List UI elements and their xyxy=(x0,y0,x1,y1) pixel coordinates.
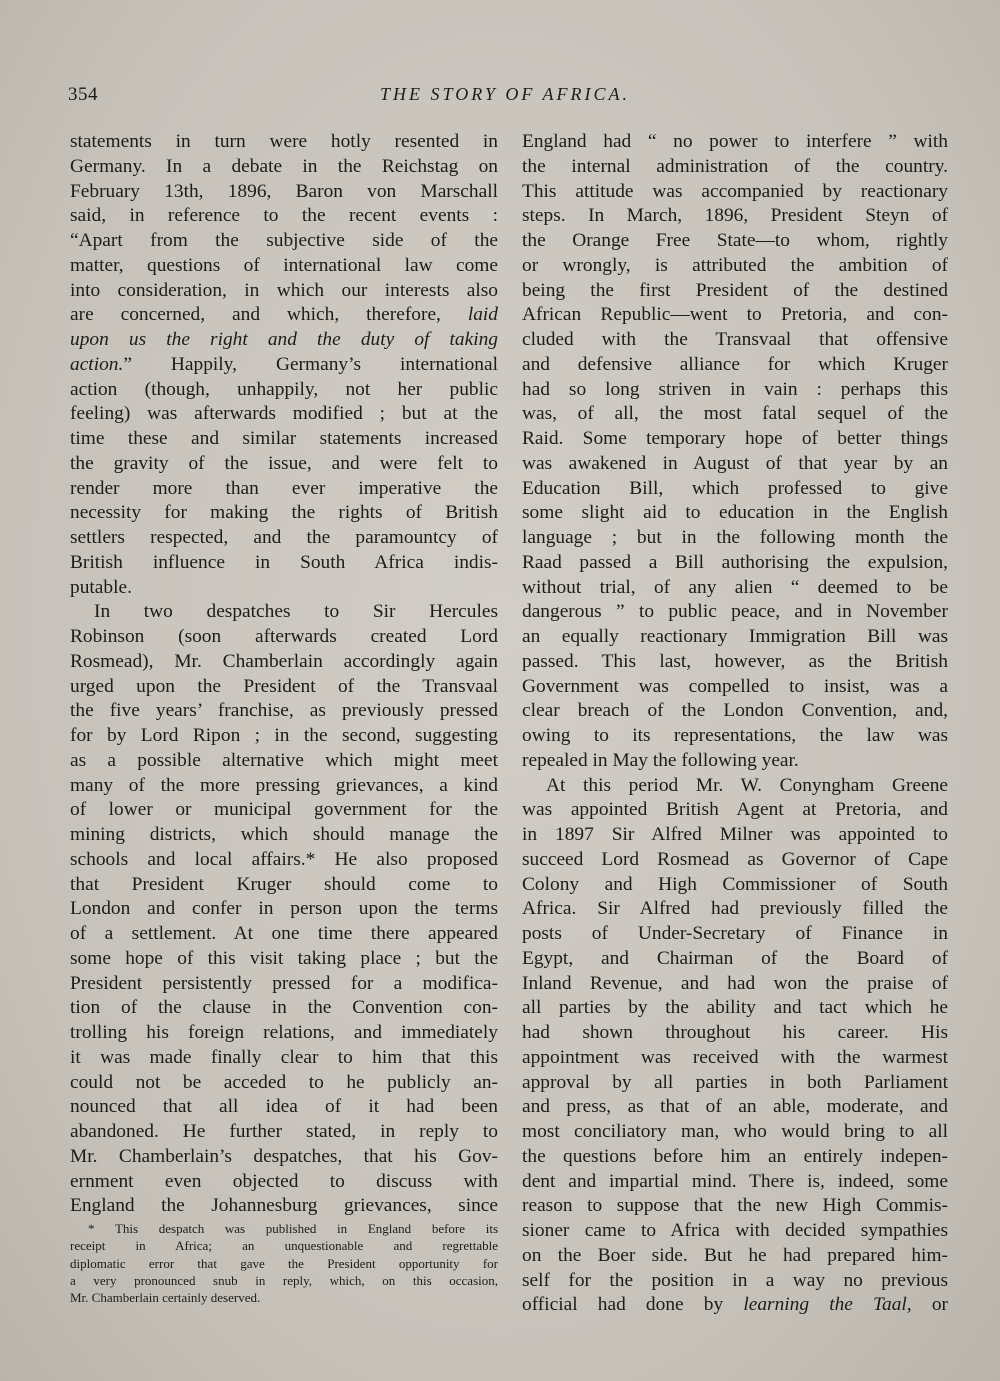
text-line xyxy=(70,254,498,279)
line-text: that President Kruger should come to xyxy=(70,873,498,895)
text-line xyxy=(70,947,498,972)
text-line xyxy=(522,501,948,526)
text-line xyxy=(522,1170,948,1195)
line-text: matter, questions of international law come xyxy=(70,254,498,276)
right-text-column xyxy=(522,130,948,1318)
line-text: Germany. In a debate in the Reichstag on xyxy=(70,155,498,177)
text-line xyxy=(70,180,498,205)
text-line xyxy=(522,600,948,625)
text-line xyxy=(70,1071,498,1096)
line-text: sioner came to Africa with decided sympathies xyxy=(522,1220,948,1241)
text-line xyxy=(70,1194,498,1219)
text-line xyxy=(522,798,948,823)
footnote-line xyxy=(70,1220,498,1237)
text-line xyxy=(70,279,498,304)
text-line xyxy=(522,1120,948,1145)
italic-text: laid xyxy=(467,304,498,326)
line-text: and defensive alliance for which Kruger xyxy=(522,353,948,375)
line-text: the five years’ franchise, as previously pressed xyxy=(70,700,498,722)
text-line xyxy=(522,551,948,576)
line-text: necessity for making the rights of British xyxy=(70,502,498,524)
line-text: mining districts, which should manage the xyxy=(70,824,498,845)
text-line xyxy=(70,378,498,403)
line-text: schools and local affairs.* He also proposed xyxy=(70,848,498,870)
line-text: was awakened in August of that year by an xyxy=(522,452,948,474)
line-text: Colony and High Commissioner of South xyxy=(522,873,948,895)
page-number: 354 xyxy=(68,84,98,105)
line-text: said, in reference to the recent events : xyxy=(70,205,498,227)
text-line xyxy=(522,1021,948,1046)
line-text: In two despatches to Sir Hercules xyxy=(94,601,498,623)
line-text: At this period Mr. W. Conyngham Greene xyxy=(546,774,948,796)
line-text: This attitude was accompanied by reactionary xyxy=(522,180,948,202)
line-text: Rosmead), Mr. Chamberlain accordingly again xyxy=(70,650,498,672)
text-line xyxy=(70,600,498,625)
text-line xyxy=(70,996,498,1021)
line-text: reason to suppose that the new High Commis- xyxy=(522,1195,948,1217)
line-text: President persistently pressed for a modifica- xyxy=(70,972,498,994)
line-text: action (though, unhappily, not her public xyxy=(70,378,498,400)
text-line xyxy=(70,798,498,823)
line-text: succeed Lord Rosmead as Governor of Cape xyxy=(522,848,948,870)
line-text: into consideration, in which our interests also xyxy=(70,279,498,301)
text-line xyxy=(522,378,948,403)
line-text: Mr. Chamberlain’s despatches, that his Gov- xyxy=(70,1145,498,1167)
line-text: are concerned, and which, therefore, xyxy=(70,304,441,326)
line-text: as a possible alternative which might meet xyxy=(70,749,498,771)
text-line xyxy=(522,180,948,205)
footnote xyxy=(70,1220,498,1306)
text-line xyxy=(522,650,948,675)
text-line xyxy=(522,204,948,229)
text-line xyxy=(522,823,948,848)
line-text: a very pronounced snub in reply, which, on this occasion, xyxy=(70,1272,498,1288)
text-line xyxy=(522,1071,948,1096)
text-line xyxy=(70,526,498,551)
line-text: Africa. Sir Alfred had previously filled the xyxy=(522,898,948,920)
text-line xyxy=(522,155,948,180)
text-line xyxy=(522,254,948,279)
line-text: dent and impartial mind. There is, indeed, some xyxy=(522,1170,948,1192)
text-line xyxy=(70,749,498,774)
text-line xyxy=(70,155,498,180)
line-text: self for the position in a way no previous xyxy=(522,1269,948,1291)
text-line xyxy=(522,625,948,650)
text-line xyxy=(70,1145,498,1170)
line-text: all parties by the ability and tact which he xyxy=(522,997,948,1019)
line-text: clear breach of the London Convention, and, xyxy=(522,700,948,722)
line-text: British influence in South Africa indis- xyxy=(70,551,498,573)
text-line xyxy=(70,452,498,477)
text-line xyxy=(70,576,498,601)
text-line xyxy=(522,774,948,799)
text-line xyxy=(522,1194,948,1219)
line-text: cluded with the Transvaal that offensive xyxy=(522,329,948,350)
text-line xyxy=(522,1269,948,1294)
line-text: ” Happily, Germany’s international xyxy=(123,353,498,375)
line-text: abandoned. He further stated, in reply to xyxy=(70,1121,498,1142)
text-line xyxy=(522,576,948,601)
line-text: or wrongly, is attributed the ambition of xyxy=(522,254,948,276)
line-text: Egypt, and Chairman of the Board of xyxy=(522,947,948,969)
footnote-line xyxy=(70,1237,498,1254)
text-line xyxy=(522,972,948,997)
line-text: official had done by xyxy=(522,1294,724,1316)
line-text: passed. This last, however, as the British xyxy=(522,650,948,672)
line-text: in 1897 Sir Alfred Milner was appointed to xyxy=(522,824,948,845)
line-text: was, of all, the most fatal sequel of the xyxy=(522,403,948,425)
text-line xyxy=(522,526,948,551)
left-text-column xyxy=(70,130,498,1219)
text-line xyxy=(70,699,498,724)
line-text: feeling) was afterwards modified ; but at the xyxy=(70,403,498,425)
line-text: Raad passed a Bill authorising the expulsion, xyxy=(522,551,948,573)
text-line xyxy=(70,402,498,427)
line-text: most conciliatory man, who would bring to all xyxy=(522,1121,948,1142)
line-text: some slight aid to education in the English xyxy=(522,502,948,524)
line-text: England the Johannesburg grievances, since xyxy=(70,1195,498,1217)
line-text: “Apart from the subjective side of the xyxy=(70,230,498,251)
text-line xyxy=(70,922,498,947)
line-text: and press, as that of an able, moderate, and xyxy=(522,1096,948,1118)
text-line xyxy=(522,675,948,700)
text-line xyxy=(70,625,498,650)
line-text: February 13th, 1896, Baron von Marschall xyxy=(70,180,498,202)
text-line xyxy=(522,922,948,947)
line-text: some hope of this visit taking place ; but the xyxy=(70,947,498,969)
line-text: Education Bill, which professed to give xyxy=(522,477,948,499)
text-line xyxy=(70,873,498,898)
line-text: nounced that all idea of it had been xyxy=(70,1096,498,1118)
line-text: Raid. Some temporary hope of better things xyxy=(522,428,948,449)
text-line xyxy=(522,427,948,452)
text-line xyxy=(522,724,948,749)
text-line xyxy=(70,1021,498,1046)
line-text: ernment even objected to discuss with xyxy=(70,1170,498,1192)
text-line xyxy=(70,650,498,675)
line-text: African Republic—went to Pretoria, and con- xyxy=(522,304,948,326)
text-line xyxy=(70,1046,498,1071)
text-line xyxy=(522,873,948,898)
text-line xyxy=(70,1120,498,1145)
text-line xyxy=(522,848,948,873)
text-line xyxy=(70,551,498,576)
text-line xyxy=(70,130,498,155)
line-text: repealed in May the following year. xyxy=(522,749,799,771)
line-text: steps. In March, 1896, President Steyn of xyxy=(522,205,948,227)
text-line xyxy=(70,477,498,502)
line-text: urged upon the President of the Transvaal xyxy=(70,675,498,697)
text-line xyxy=(522,402,948,427)
text-line xyxy=(522,1046,948,1071)
text-line xyxy=(70,229,498,254)
line-text: * This despatch was published in England before its xyxy=(88,1221,498,1236)
line-text: time these and similar statements increased xyxy=(70,428,498,449)
text-line xyxy=(522,477,948,502)
text-line xyxy=(70,774,498,799)
italic-text: upon us the right and the duty of taking xyxy=(70,329,498,350)
text-line xyxy=(522,749,948,774)
line-text: statements in turn were hotly resented in xyxy=(70,131,498,152)
line-text: was appointed British Agent at Pretoria, and xyxy=(522,799,948,821)
text-line xyxy=(70,328,498,353)
line-text: dangerous ” to public peace, and in November xyxy=(522,601,948,623)
line-text: without trial, of any alien “ deemed to be xyxy=(522,576,948,598)
line-text: Mr. Chamberlain certainly deserved. xyxy=(70,1290,261,1306)
text-line xyxy=(70,1095,498,1120)
line-text: owing to its representations, the law was xyxy=(522,725,948,746)
text-line xyxy=(522,353,948,378)
line-text: diplomatic error that gave the President opportunity for xyxy=(70,1255,498,1271)
line-text: trolling his foreign relations, and immediately xyxy=(70,1022,498,1043)
line-text: an equally reactionary Immigration Bill was xyxy=(522,626,948,647)
line-text: the internal administration of the country. xyxy=(522,155,948,177)
text-line xyxy=(522,279,948,304)
running-title: THE STORY OF AFRICA. xyxy=(380,84,631,104)
text-line xyxy=(522,1244,948,1269)
line-text: it was made finally clear to him that this xyxy=(70,1046,498,1068)
line-text: putable. xyxy=(70,576,132,598)
line-text: on the Boer side. But he had prepared him- xyxy=(522,1244,948,1266)
line-text: of lower or municipal government for the xyxy=(70,799,498,821)
text-line xyxy=(522,130,948,155)
text-line xyxy=(70,303,498,328)
line-text: had so long striven in vain : perhaps this xyxy=(522,378,948,400)
line-text: of a settlement. At one time there appeared xyxy=(70,923,498,944)
line-text: language ; but in the following month the xyxy=(522,527,948,548)
line-text: or xyxy=(931,1294,948,1316)
text-line xyxy=(522,699,948,724)
text-line xyxy=(70,353,498,378)
text-line xyxy=(70,427,498,452)
line-text: many of the more pressing grievances, a kind xyxy=(70,774,498,796)
text-line xyxy=(70,204,498,229)
page-header xyxy=(68,84,948,112)
text-line xyxy=(522,1145,948,1170)
text-line xyxy=(522,1219,948,1244)
line-text: appointment was received with the warmest xyxy=(522,1046,948,1068)
text-line xyxy=(70,724,498,749)
line-text: approval by all parties in both Parliament xyxy=(522,1071,948,1093)
line-text: the gravity of the issue, and were felt to xyxy=(70,452,498,474)
text-line xyxy=(522,897,948,922)
line-text: Inland Revenue, and had won the praise of xyxy=(522,972,948,994)
text-line xyxy=(70,675,498,700)
text-line xyxy=(70,1170,498,1195)
line-text: being the first President of the destined xyxy=(522,279,948,301)
line-text: settlers respected, and the paramountcy of xyxy=(70,527,498,548)
text-line xyxy=(522,229,948,254)
line-text: the Orange Free State—to whom, rightly xyxy=(522,230,948,251)
text-line xyxy=(70,501,498,526)
footnote-line xyxy=(70,1255,498,1272)
text-line xyxy=(522,947,948,972)
line-text: receipt in Africa; an unquestionable and regrettable xyxy=(70,1238,498,1254)
text-line xyxy=(70,897,498,922)
line-text: for by Lord Ripon ; in the second, suggesting xyxy=(70,725,498,746)
footnote-line xyxy=(70,1289,498,1306)
text-line xyxy=(522,452,948,477)
footnote-line xyxy=(70,1272,498,1289)
line-text: England had “ no power to interfere ” with xyxy=(522,131,948,152)
text-line xyxy=(522,328,948,353)
line-text: could not be acceded to he publicly an- xyxy=(70,1071,498,1093)
line-text: Government was compelled to insist, was a xyxy=(522,675,948,697)
line-text: render more than ever imperative the xyxy=(70,477,498,499)
text-line xyxy=(522,303,948,328)
text-line xyxy=(522,1095,948,1120)
text-line xyxy=(522,996,948,1021)
italic-text: learning the Taal, xyxy=(743,1294,912,1316)
line-text: the questions before him an entirely indepen- xyxy=(522,1145,948,1167)
text-line xyxy=(70,972,498,997)
text-line xyxy=(70,848,498,873)
line-text: London and confer in person upon the terms xyxy=(70,898,498,920)
line-text: posts of Under-Secretary of Finance in xyxy=(522,923,948,944)
text-line xyxy=(70,823,498,848)
line-text: Robinson (soon afterwards created Lord xyxy=(70,626,498,647)
text-line xyxy=(522,1293,948,1318)
line-text: tion of the clause in the Convention con- xyxy=(70,997,498,1019)
italic-text: action. xyxy=(70,353,124,375)
line-text: had shown throughout his career. His xyxy=(522,1022,948,1043)
